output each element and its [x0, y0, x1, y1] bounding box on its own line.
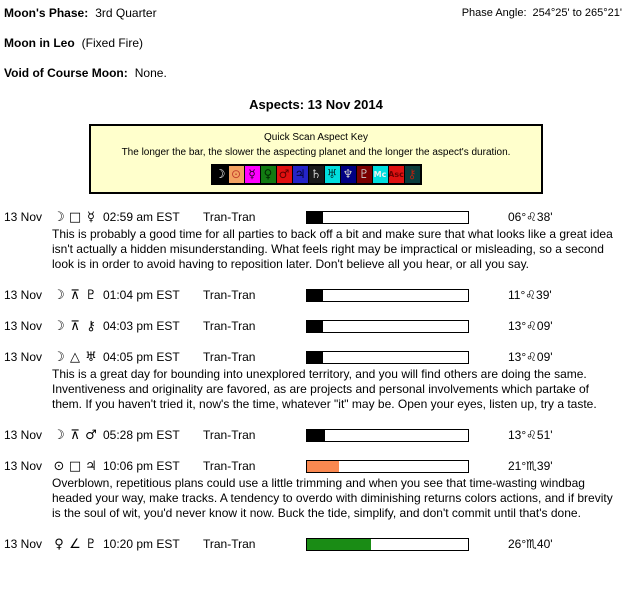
neptune-icon: ♆	[341, 166, 356, 183]
phase-angle-value: 254°25' to 265°21'	[532, 7, 622, 19]
aspect-row	[4, 427, 628, 443]
aspect-degree: 06°♌38'	[508, 209, 553, 224]
aspect-row	[4, 458, 628, 474]
aspects-title: Aspects: 13 Nov 2014	[249, 97, 383, 112]
aspect-date: 13 Nov	[4, 536, 43, 551]
venus-icon: ♀	[261, 166, 276, 183]
uranus-icon: ♅	[325, 166, 340, 183]
aspect-entry	[4, 536, 628, 552]
moons-phase-label: Moon's Phase:	[4, 6, 89, 20]
mercury-icon: ☿	[87, 209, 95, 225]
duration-bar	[306, 320, 469, 333]
quincunx-icon: ⊼	[70, 287, 80, 303]
mars-icon: ♂	[277, 166, 292, 183]
aspect-entry	[4, 318, 628, 334]
aspect-glyphs	[51, 537, 103, 552]
pluto-icon: ♇	[357, 166, 372, 183]
aspect-type: Tran-Tran	[203, 318, 256, 333]
duration-bar-fill	[307, 352, 323, 363]
aspect-interpretation: Overblown, repetitious plans could use a little trimming and when you see that time-wasting windbag headed your way, make tracks. A tendency to overdo with diminishing returns colors actions, and if brevity is the soul of wit, you'd never know it now. Buck the tide, simplify, and don't commit until that's done.	[52, 476, 613, 520]
aspect-entry	[4, 427, 628, 443]
moon-sign-value: (Fixed Fire)	[81, 36, 143, 50]
aspect-time: 10:20 pm EST	[103, 536, 180, 551]
aspect-glyphs	[51, 459, 103, 474]
aspect-row	[4, 287, 628, 303]
aspect-glyphs	[51, 210, 103, 225]
aspect-time: 01:04 pm EST	[103, 287, 180, 302]
duration-bar	[306, 351, 469, 364]
aspect-date: 13 Nov	[4, 427, 43, 442]
duration-bar-fill	[307, 321, 323, 332]
duration-bar	[306, 289, 469, 302]
aspect-type: Tran-Tran	[203, 349, 256, 364]
void-of-course-line	[4, 66, 628, 81]
aspect-date: 13 Nov	[4, 209, 43, 224]
chiron-icon: ⚷	[86, 318, 96, 334]
sun-icon: ⊙	[229, 166, 244, 183]
aspect-date: 13 Nov	[4, 349, 43, 364]
moon-icon: ☽	[53, 287, 65, 303]
key-description: The longer the bar, the slower the aspecting planet and the longer the aspect's duration.	[121, 147, 511, 158]
moon-icon: ☽	[53, 209, 65, 225]
aspect-glyphs	[51, 428, 103, 443]
aspect-time: 04:05 pm EST	[103, 349, 180, 364]
void-of-course-value: None.	[134, 66, 167, 80]
aspect-interpretation: This is probably a good time for all parties to back off a bit and make sure that what looks like a great idea isn't actually a hidden misunderstanding. What feels right may be impractical or misleading, so a second look is in order to avoid having to reposition later. Don't believe all you hear, or all you say.	[52, 227, 613, 271]
aspect-glyphs	[51, 319, 103, 334]
duration-bar-fill	[307, 430, 325, 441]
aspect-degree: 26°♏40'	[508, 536, 553, 551]
aspect-time: 04:03 pm EST	[103, 318, 180, 333]
aspect-entry	[4, 458, 628, 521]
midheaven-icon: Mc	[373, 166, 388, 183]
chiron-icon: ⚷	[405, 166, 420, 183]
aspect-type: Tran-Tran	[203, 209, 256, 224]
square-icon: □	[68, 458, 82, 474]
phase-angle	[462, 6, 622, 21]
ascendant-icon: Asc	[389, 166, 404, 183]
jupiter-icon: ♃	[85, 458, 97, 474]
duration-bar	[306, 211, 469, 224]
pluto-icon: ♇	[85, 287, 97, 303]
aspect-date: 13 Nov	[4, 318, 43, 333]
moon-sign-label: Moon in Leo	[4, 36, 75, 50]
aspect-type: Tran-Tran	[203, 427, 256, 442]
moons-phase-value: 3rd Quarter	[95, 6, 157, 20]
duration-bar	[306, 460, 469, 473]
aspect-entry	[4, 287, 628, 303]
void-of-course-label: Void of Course Moon:	[4, 66, 128, 80]
mars-icon: ♂	[85, 427, 97, 443]
duration-bar-fill	[307, 461, 339, 472]
aspect-type: Tran-Tran	[203, 458, 256, 473]
moon-icon: ☽	[213, 166, 228, 183]
aspect-row	[4, 536, 628, 552]
duration-bar	[306, 429, 469, 442]
quincunx-icon: ⊼	[70, 427, 80, 443]
report-header	[4, 6, 628, 81]
saturn-icon: ♄	[309, 166, 324, 183]
sun-icon: ⊙	[53, 458, 65, 474]
semisquare-icon: ∠	[69, 536, 81, 552]
quick-scan-key-box	[89, 124, 543, 194]
phase-angle-label: Phase Angle:	[461, 7, 527, 19]
aspect-row	[4, 209, 628, 225]
moon-icon: ☽	[53, 318, 65, 334]
aspect-degree: 13°♌09'	[508, 349, 553, 364]
pluto-icon: ♇	[85, 536, 97, 552]
mercury-icon: ☿	[245, 166, 260, 183]
trine-icon: △	[70, 349, 80, 365]
aspect-time: 02:59 am EST	[103, 209, 180, 224]
aspect-degree: 13°♌09'	[508, 318, 553, 333]
aspect-row	[4, 318, 628, 334]
aspect-degree: 11°♌39'	[508, 287, 552, 302]
aspect-date: 13 Nov	[4, 458, 43, 473]
duration-bar-fill	[307, 290, 323, 301]
square-icon: □	[68, 209, 82, 225]
aspect-entry	[4, 209, 628, 272]
moon-icon: ☽	[53, 349, 65, 365]
planet-color-strip	[211, 164, 422, 185]
quincunx-icon: ⊼	[70, 318, 80, 334]
moon-icon: ☽	[53, 427, 65, 443]
aspect-date: 13 Nov	[4, 287, 43, 302]
aspect-row	[4, 349, 628, 365]
aspect-glyphs	[51, 350, 103, 365]
aspect-time: 05:28 pm EST	[103, 427, 180, 442]
aspect-list	[4, 209, 628, 552]
aspect-interpretation: This is a great day for bounding into unexplored territory, and you will find others are doing the same. Inventiveness and originality are favored, as are projects and personal involvements which partake of them. If you haven't tried it, now's the time, whatever "it" may be. Open your eyes, listen up, try a taste.	[52, 367, 597, 411]
duration-bar-fill	[307, 539, 371, 550]
aspect-entry	[4, 349, 628, 412]
jupiter-icon: ♃	[293, 166, 308, 183]
duration-bar-fill	[307, 212, 323, 223]
aspect-time: 10:06 pm EST	[103, 458, 180, 473]
aspect-glyphs	[51, 288, 103, 303]
duration-bar	[306, 538, 469, 551]
venus-icon: ♀	[54, 536, 64, 552]
uranus-icon: ♅	[85, 349, 97, 365]
moon-sign-line	[4, 36, 628, 51]
aspect-type: Tran-Tran	[203, 287, 256, 302]
aspect-degree: 13°♌51'	[508, 427, 553, 442]
aspect-type: Tran-Tran	[203, 536, 256, 551]
aspect-degree: 21°♏39'	[508, 458, 553, 473]
key-title: Quick Scan Aspect Key	[264, 132, 368, 143]
